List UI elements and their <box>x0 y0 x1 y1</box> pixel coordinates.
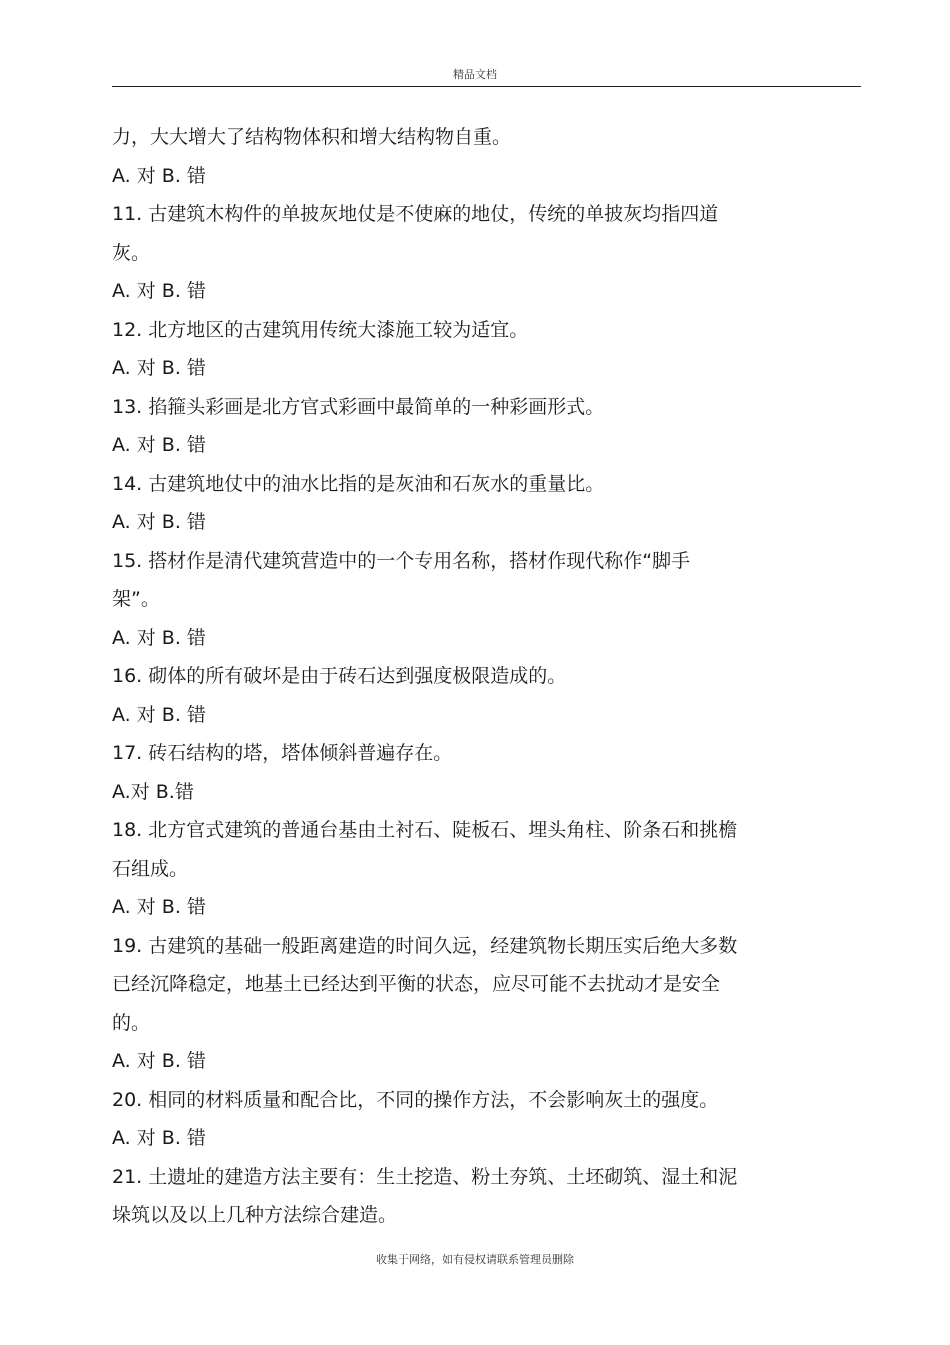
question-17: 17. 砖石结构的塔，塔体倾斜普遍存在。 <box>112 742 453 764</box>
answer-options: A. 对 B. 错 <box>112 626 206 649</box>
question-15: 15. 搭材作是清代建筑营造中的一个专用名称，搭材作现代称作“脚手 <box>112 549 691 572</box>
answer-options: A. 对 B. 错 <box>112 1050 206 1072</box>
question-11: 11. 古建筑木构件的单披灰地仗是不使麻的地仗，传统的单披灰均指四道 <box>112 203 719 225</box>
text-line: 已经沉降稳定，地基土已经达到平衡的状态，应尽可能不去扰动才是安全 <box>112 973 721 995</box>
answer-options: A.对 B.错 <box>112 780 194 803</box>
text-line: 垛筑以及以上几种方法综合建造。 <box>112 1204 398 1226</box>
header-divider <box>112 86 861 87</box>
question-13: 13. 掐箍头彩画是北方官式彩画中最简单的一种彩画形式。 <box>112 395 605 418</box>
question-20: 20. 相同的材料质量和配合比，不同的操作方法，不会影响灰土的强度。 <box>112 1088 719 1111</box>
question-18: 18. 北方官式建筑的普通台基由土衬石、陡板石、埋头角柱、阶条石和挑檐 <box>112 819 738 841</box>
answer-options: A. 对 B. 错 <box>112 1127 206 1149</box>
question-16: 16. 砌体的所有破坏是由于砖石达到强度极限造成的。 <box>112 665 567 687</box>
answer-options: A. 对 B. 错 <box>112 703 206 726</box>
answer-options: A. 对 B. 错 <box>112 164 206 187</box>
answer-options: A. 对 B. 错 <box>112 357 206 379</box>
text-line: 石组成。 <box>112 857 189 880</box>
page-footer: 收集于网络，如有侵权请联系管理员删除 <box>376 1253 574 1266</box>
question-14: 14. 古建筑地仗中的油水比指的是灰油和石灰水的重量比。 <box>112 472 605 495</box>
answer-options: A. 对 B. 错 <box>112 896 206 918</box>
question-19: 19. 古建筑的基础一般距离建造的时间久远，经建筑物长期压实后绝大多数 <box>112 934 738 957</box>
answer-options: A. 对 B. 错 <box>112 511 206 533</box>
answer-options: A. 对 B. 错 <box>112 280 206 302</box>
question-21: 21. 土遗址的建造方法主要有：生土挖造、粉土夯筑、土坯砌筑、湿土和泥 <box>112 1165 738 1188</box>
text-line: 力，大大增大了结构物体积和增大结构物自重。 <box>112 126 512 148</box>
page-header: 精品文档 <box>453 68 497 81</box>
document-body <box>112 118 812 1235</box>
text-line: 的。 <box>112 1011 151 1034</box>
question-12: 12. 北方地区的古建筑用传统大漆施工较为适宜。 <box>112 318 529 341</box>
text-line: 灰。 <box>112 241 151 264</box>
answer-options: A. 对 B. 错 <box>112 434 206 456</box>
text-line: 架”。 <box>112 588 160 610</box>
